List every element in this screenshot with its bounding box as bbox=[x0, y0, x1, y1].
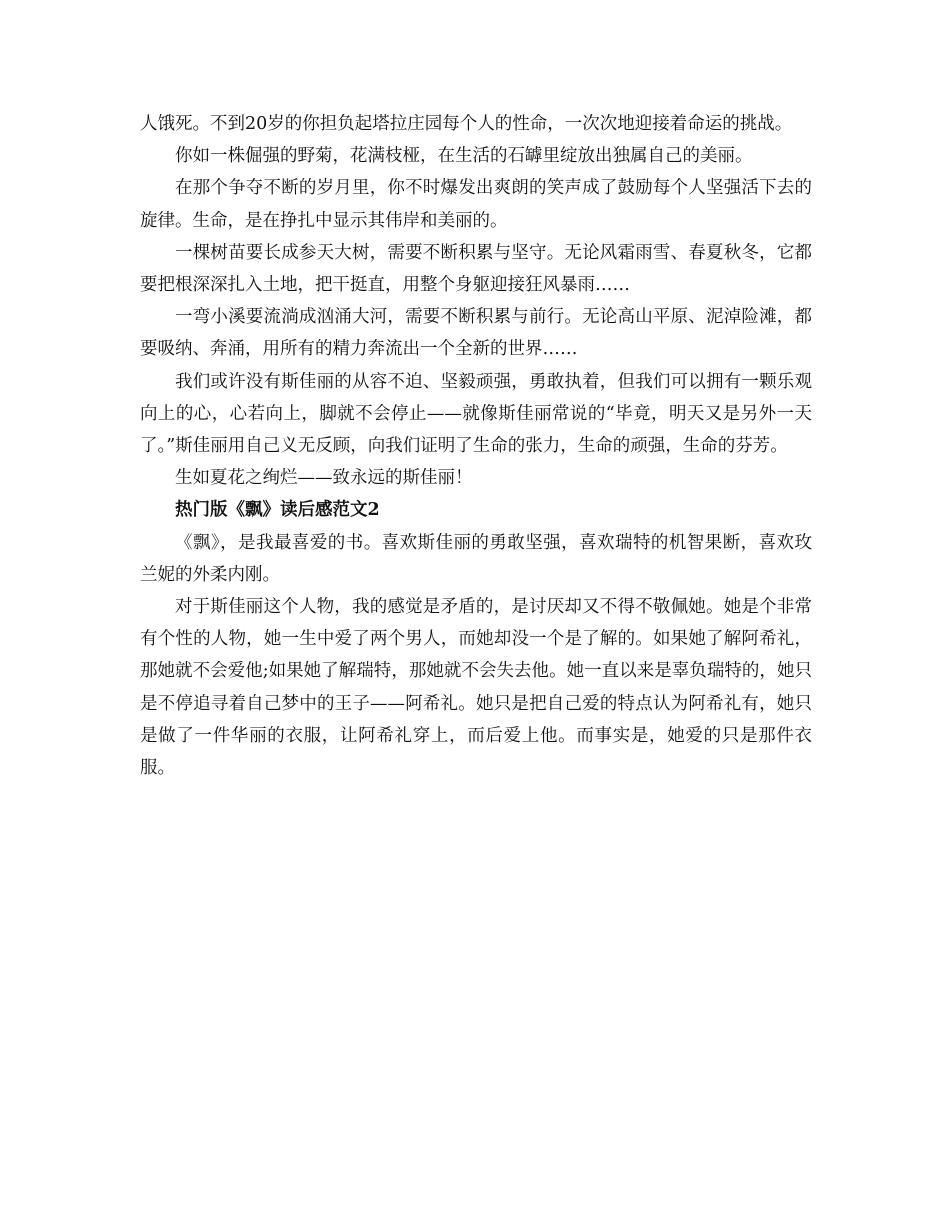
paragraph-scarlett-analysis: 对于斯佳丽这个人物，我的感觉是矛盾的，是讨厌却又不得不敬佩她。她是个非常有个性的人物，她一生中爱了两个男人，而她却没一个是了解的。如果她了解阿希礼，那她就不会爱他;如果她了解瑞特，那她就不会失去他。她一直以来是辜负瑞特的，她只是不停追寻着自己梦中的王子——阿希礼。她只是把自己爱的特点认为阿希礼有，她只是做了一件华丽的衣服，让阿希礼穿上，而后爱上他。而事实是，她爱的只是那件衣服。 bbox=[140, 597, 812, 779]
paragraph-tree: 一棵树苗要长成参天大树，需要不断积累与坚守。无论风霜雨雪、春夏秋冬，它都要把根深深扎入土地，把干挺直，用整个身躯迎接狂风暴雨…… bbox=[140, 242, 812, 296]
paragraph-continued: 人饿死。不到20岁的你担负起塔拉庄园每个人的性命，一次次地迎接着命运的挑战。 bbox=[140, 114, 793, 134]
paragraph-laughter: 在那个争夺不断的岁月里，你不时爆发出爽朗的笑声成了鼓励每个人坚强活下去的旋律。生命，是在挣扎中显示其伟岸和美丽的。 bbox=[140, 178, 812, 231]
paragraph-wild-daisy: 你如一株倔强的野菊，花满枝桠，在生活的石罅里绽放出独属自己的美丽。 bbox=[175, 146, 753, 167]
paragraph-favorite-book: 《飘》，是我最喜爱的书。喜欢斯佳丽的勇敢坚强，喜欢瑞特的机智果断，喜欢玫兰妮的外柔内刚。 bbox=[140, 532, 812, 585]
section-heading: 热门版《飘》读后感范文2 bbox=[175, 500, 380, 521]
document-body bbox=[140, 108, 812, 784]
paragraph-stream: 一弯小溪要流淌成汹涌大河，需要不断积累与前行。无论高山平原、泥淖险滩，都要吸纳、奔涌，用所有的精力奔流出一个全新的世界…… bbox=[140, 307, 812, 360]
paragraph-optimism: 我们或许没有斯佳丽的从容不迫、坚毅顽强，勇敢执着，但我们可以拥有一颗乐观向上的心，心若向上，脚就不会停止——就像斯佳丽常说的“毕竟，明天又是另外一天了。”斯佳丽用自己义无反顾，向我们证明了生命的张力，生命的顽强，生命的芬芳。 bbox=[140, 371, 812, 457]
paragraph-summer-flowers: 生如夏花之绚烂——致永远的斯佳丽！ bbox=[175, 468, 473, 489]
